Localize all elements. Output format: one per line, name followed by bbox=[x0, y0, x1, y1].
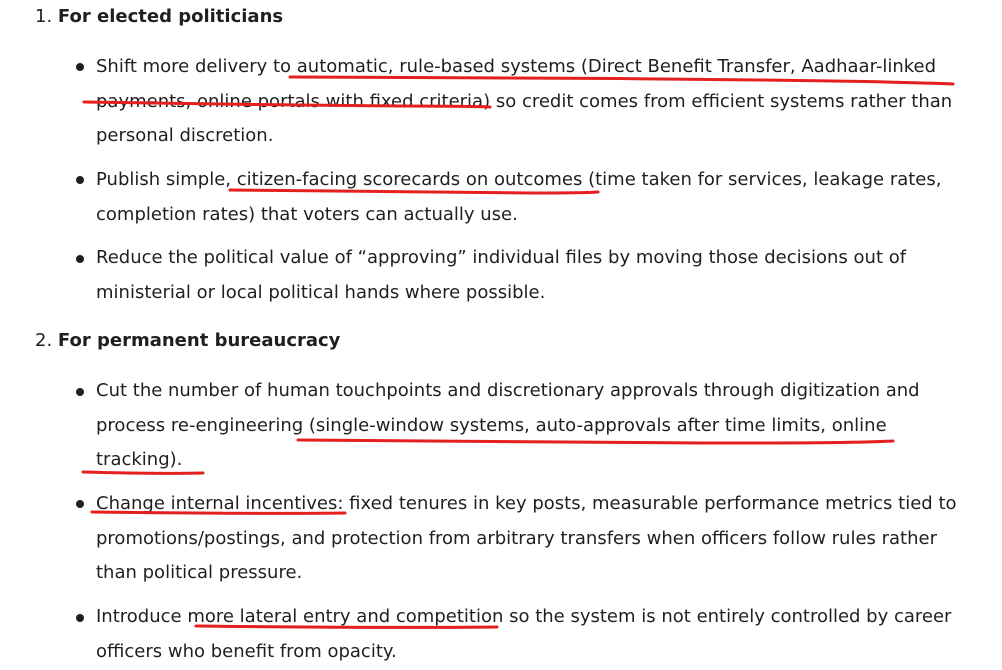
list-item bbox=[96, 50, 976, 154]
underlined-phrase: citizen-facing scorecards on outcomes bbox=[236, 169, 583, 190]
underlined-phrase: automatic, rule-based systems (Direct Benefit Transfer, Aadhaar-linked payments, online portals with fixed criteria) bbox=[96, 56, 937, 112]
list-item-text: fixed tenures in key posts, measurable performance metrics tied to promotions/postings, and protection from arbitrary transfers when officers follow rules rather than political pressure. bbox=[96, 493, 957, 583]
underlined-phrase: Change internal incentives: bbox=[96, 493, 344, 514]
list-item-text: so credit comes from efficient systems rather than personal discretion. bbox=[96, 90, 953, 146]
bullet-marker bbox=[76, 63, 84, 71]
section-2-title: For permanent bureaucracy bbox=[57, 330, 341, 351]
bullet-marker bbox=[76, 388, 84, 396]
section-1-heading bbox=[35, 4, 283, 30]
list-item-text: so the system is not entirely controlled by career officers who benefit from opacity. bbox=[96, 606, 952, 662]
list-item bbox=[96, 374, 976, 478]
section-2-heading bbox=[35, 328, 340, 354]
list-item-text: (time taken for services, leakage rates, completion rates) that voters can actually use. bbox=[96, 169, 942, 225]
list-item bbox=[96, 487, 976, 591]
bullet-marker bbox=[76, 255, 84, 263]
underlined-phrase: (single-window systems, auto-approvals after time limits, online tracking). bbox=[96, 414, 887, 470]
bullet-marker bbox=[76, 500, 84, 508]
section-1-title: For elected politicians bbox=[57, 6, 284, 27]
list-item-text: Shift more delivery to bbox=[96, 56, 297, 77]
list-item-text: Cut the number of human touchpoints and discretionary approvals through digitization and process re-engineering bbox=[96, 380, 920, 436]
list-item-text: Publish simple, bbox=[96, 169, 237, 190]
list-item bbox=[96, 241, 976, 310]
underlined-phrase: ore lateral entry and competition bbox=[204, 606, 504, 627]
list-item-text: Reduce the political value of “approving” individual files by moving those decisions out of ministerial or local political hands where possible. bbox=[96, 247, 907, 303]
list-item-text: Introduce m bbox=[96, 606, 205, 627]
list-item bbox=[96, 600, 976, 669]
bullet-marker bbox=[76, 176, 84, 184]
section-2-number: 2. bbox=[35, 330, 53, 351]
bullet-marker bbox=[76, 614, 84, 622]
list-item bbox=[96, 163, 976, 232]
section-1-number: 1. bbox=[35, 6, 53, 27]
